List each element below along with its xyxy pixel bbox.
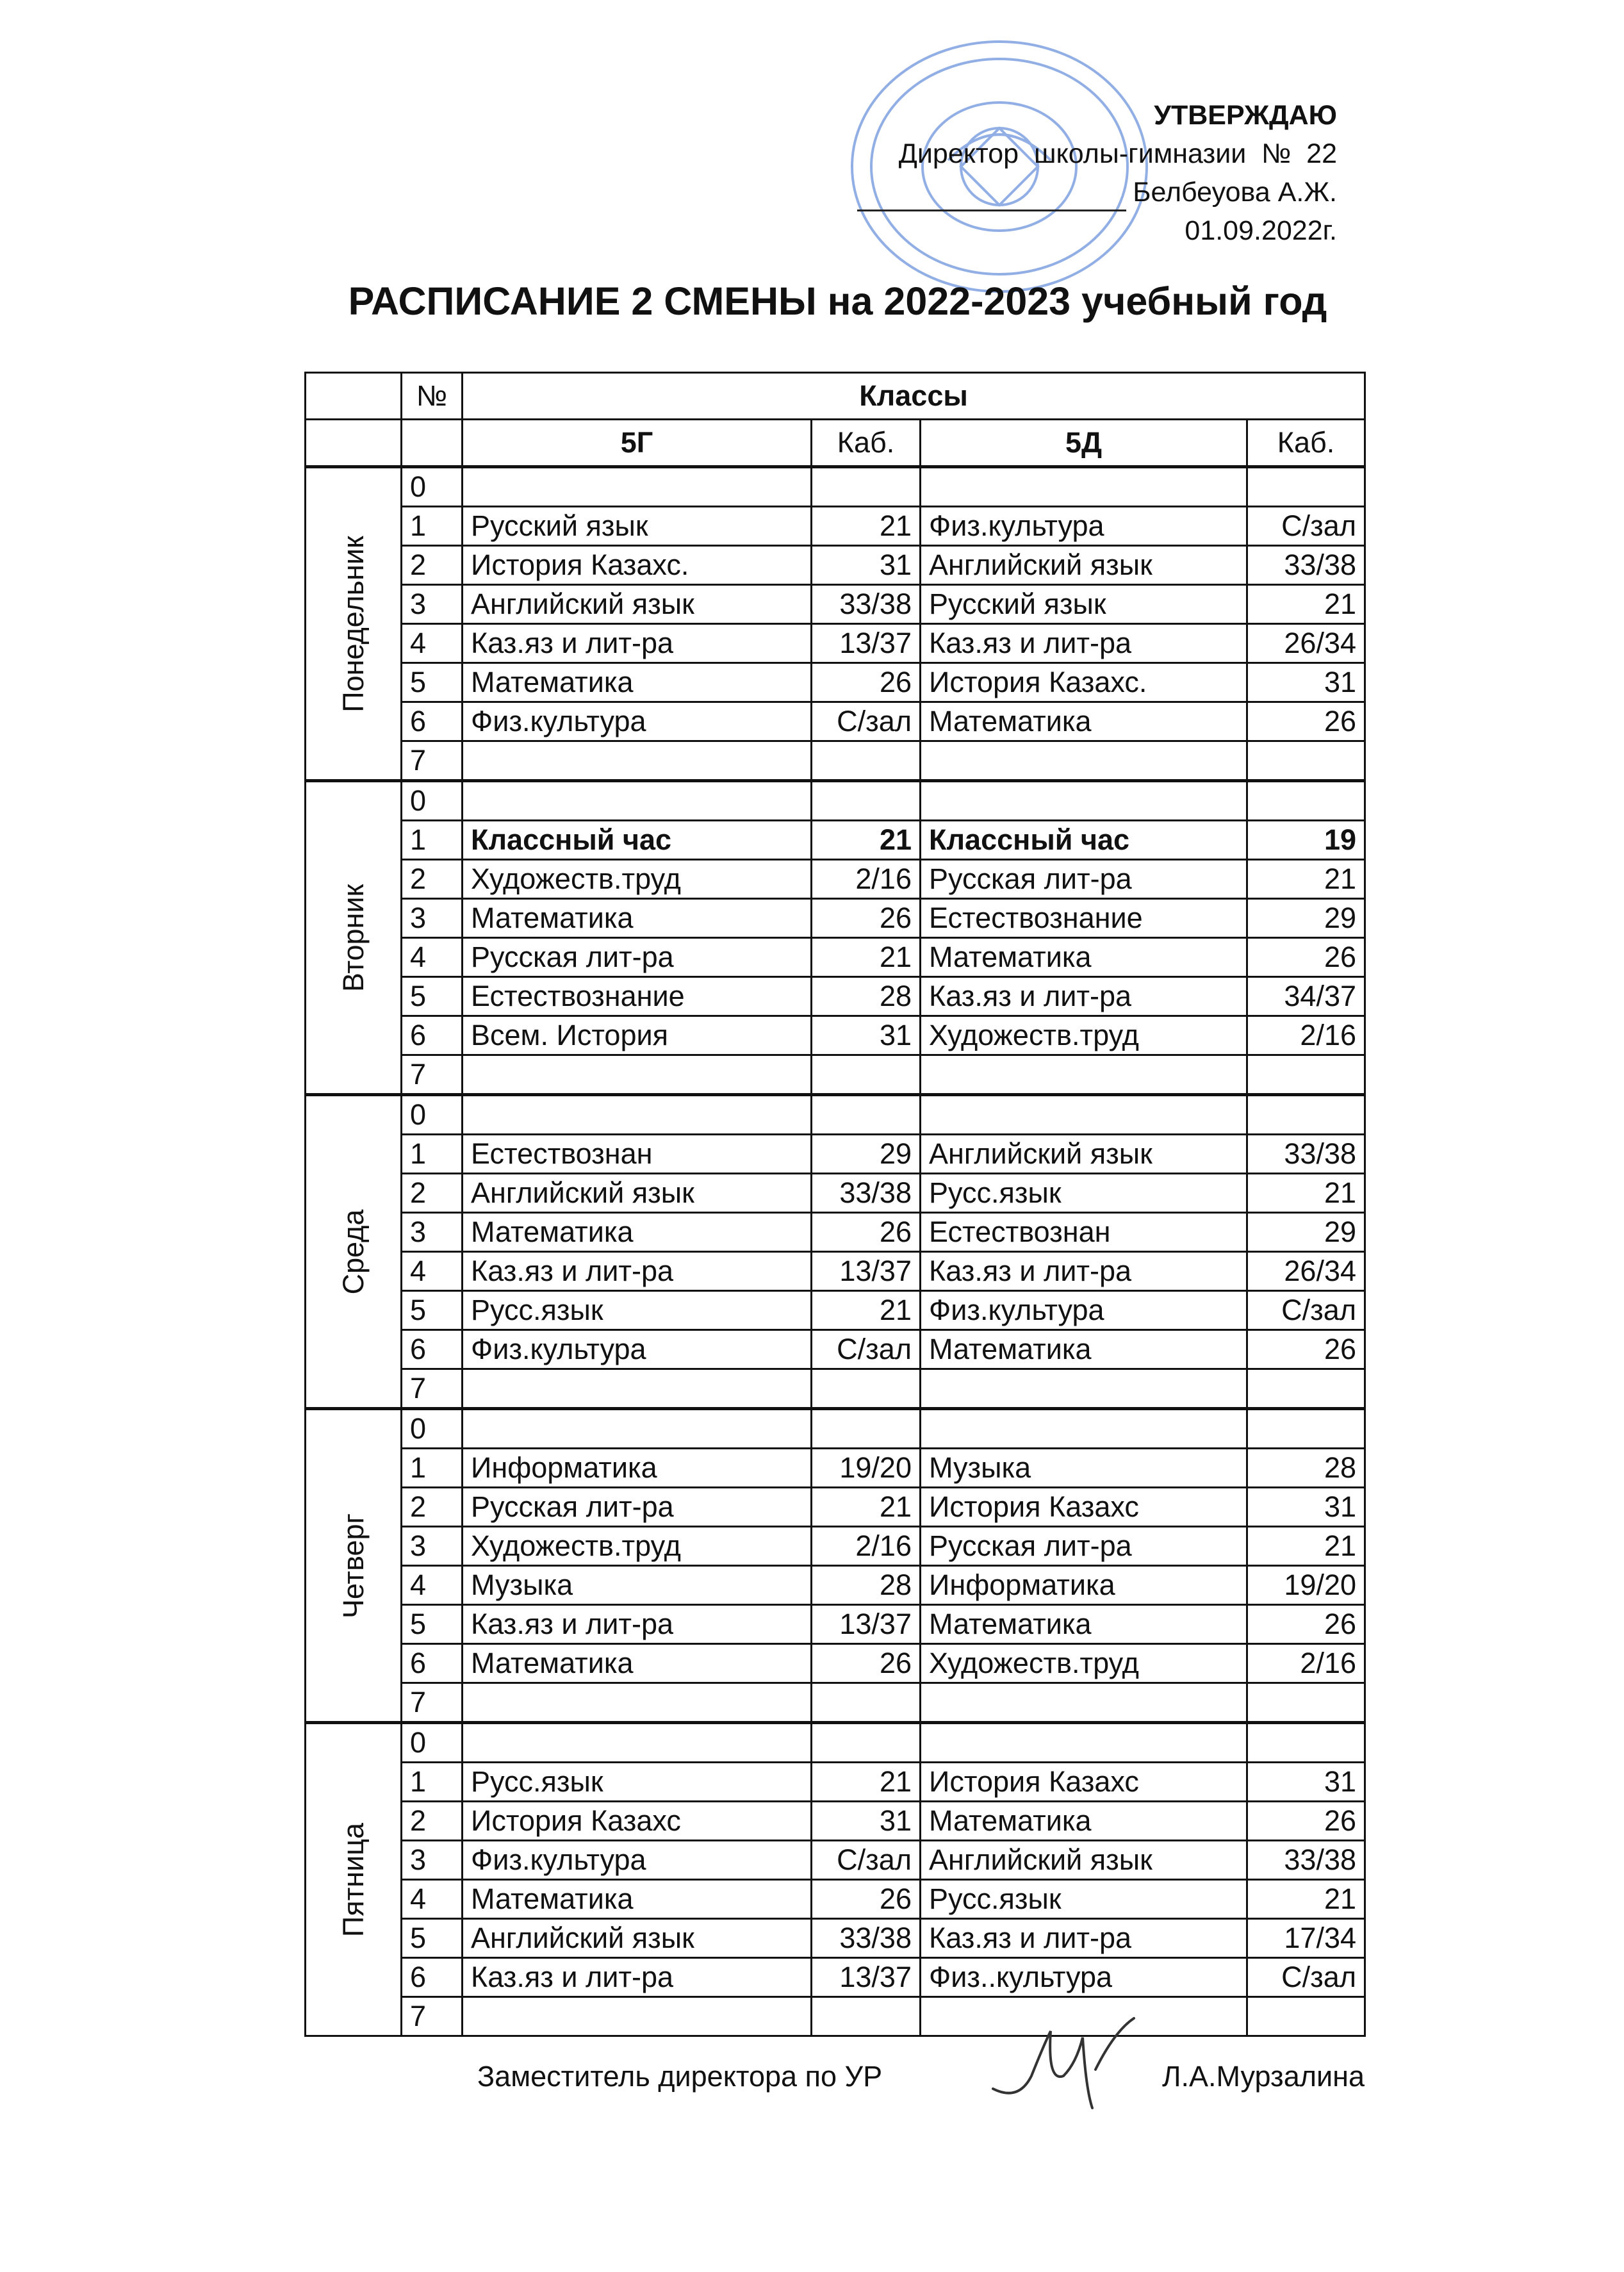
subject-5d: Русс.язык — [921, 1174, 1247, 1213]
room-5d — [1247, 467, 1365, 507]
day-cell — [306, 1723, 402, 2036]
subject-5d: Информатика — [921, 1566, 1247, 1605]
lesson-number: 7 — [402, 1055, 463, 1095]
subject-5d: История Казахс. — [921, 663, 1247, 702]
lesson-number: 0 — [402, 781, 463, 821]
subject-5d: Каз.яз и лит-ра — [921, 1919, 1247, 1958]
room-5d — [1247, 1997, 1365, 2036]
subject-5g: Физ.культура — [463, 1841, 812, 1880]
day-label: Пятница — [336, 1822, 370, 1937]
room-5g — [812, 467, 921, 507]
room-5g: 33/38 — [812, 585, 921, 624]
subject-5d: Каз.яз и лит-ра — [921, 1252, 1247, 1291]
subject-5d: Английский язык — [921, 546, 1247, 585]
room-5d: 2/16 — [1247, 1016, 1365, 1055]
subject-5d: Английский язык — [921, 1841, 1247, 1880]
room-5g: 21 — [812, 1763, 921, 1802]
subject-5d — [921, 1369, 1247, 1409]
day-label: Четверг — [336, 1513, 370, 1618]
subject-5d: Художеств.труд — [921, 1644, 1247, 1683]
subject-5g: Английский язык — [463, 1919, 812, 1958]
lesson-row — [306, 467, 1365, 507]
lesson-row — [306, 585, 1365, 624]
room-5g: 31 — [812, 546, 921, 585]
subject-5g — [463, 741, 812, 781]
approval-name: Белбеуова А.Ж. — [1133, 177, 1337, 208]
lesson-number: 2 — [402, 1488, 463, 1527]
schedule-table — [304, 372, 1366, 2037]
approval-title: УТВЕРЖДАЮ — [1154, 100, 1337, 131]
subject-5g: Физ.культура — [463, 702, 812, 741]
room-5g: 21 — [812, 1488, 921, 1527]
lesson-row — [306, 741, 1365, 781]
lesson-row — [306, 1369, 1365, 1409]
subject-5g — [463, 781, 812, 821]
lesson-row — [306, 1763, 1365, 1802]
room-5d: С/зал — [1247, 1291, 1365, 1330]
room-5g: 28 — [812, 1566, 921, 1605]
subject-5g: Художеств.труд — [463, 1527, 812, 1566]
lesson-row — [306, 1055, 1365, 1095]
subject-5d: История Казахс — [921, 1488, 1247, 1527]
subject-5g: Математика — [463, 1880, 812, 1919]
subject-5d: Естествознан — [921, 1213, 1247, 1252]
lesson-row — [306, 938, 1365, 977]
subject-5d: Каз.яз и лит-ра — [921, 624, 1247, 663]
subject-5d: Математика — [921, 938, 1247, 977]
subject-5d: Физ.культура — [921, 1291, 1247, 1330]
subject-5g — [463, 467, 812, 507]
room-5g: 26 — [812, 1880, 921, 1919]
lesson-row — [306, 860, 1365, 899]
subject-5d — [921, 781, 1247, 821]
lesson-row — [306, 1095, 1365, 1135]
room-5g: 28 — [812, 977, 921, 1016]
lesson-row — [306, 1958, 1365, 1997]
room-5d — [1247, 1095, 1365, 1135]
room-5g — [812, 1095, 921, 1135]
subject-5g: Каз.яз и лит-ра — [463, 624, 812, 663]
lesson-number: 5 — [402, 663, 463, 702]
room-5g: 13/37 — [812, 624, 921, 663]
column-room-5g: Каб. — [812, 420, 921, 467]
lesson-number: 2 — [402, 1174, 463, 1213]
subject-5g: Русс.язык — [463, 1291, 812, 1330]
lesson-row — [306, 624, 1365, 663]
subject-5g — [463, 1095, 812, 1135]
day-cell — [306, 1095, 402, 1409]
lesson-number: 3 — [402, 585, 463, 624]
room-5d: 28 — [1247, 1449, 1365, 1488]
table-subheader-row — [306, 420, 1365, 467]
lesson-number: 2 — [402, 860, 463, 899]
lesson-number: 1 — [402, 1449, 463, 1488]
column-room-5d: Каб. — [1247, 420, 1365, 467]
document-title: РАСПИСАНИЕ 2 СМЕНЫ на 2022-2023 учебный год — [348, 279, 1327, 323]
subject-5g: Каз.яз и лит-ра — [463, 1958, 812, 1997]
subject-5g: Каз.яз и лит-ра — [463, 1252, 812, 1291]
subject-5d — [921, 1055, 1247, 1095]
lesson-number: 6 — [402, 1016, 463, 1055]
subject-5g: Художеств.труд — [463, 860, 812, 899]
room-5d: 31 — [1247, 663, 1365, 702]
room-5d: 19/20 — [1247, 1566, 1365, 1605]
deputy-name: Л.А.Мурзалина — [1162, 2060, 1365, 2093]
lesson-number: 5 — [402, 1291, 463, 1330]
lesson-row — [306, 1605, 1365, 1644]
lesson-number: 0 — [402, 467, 463, 507]
subject-5g: Математика — [463, 899, 812, 938]
lesson-row — [306, 1527, 1365, 1566]
lesson-number: 7 — [402, 1997, 463, 2036]
subject-5g: Информатика — [463, 1449, 812, 1488]
subject-5g: Математика — [463, 663, 812, 702]
room-5g: 31 — [812, 1016, 921, 1055]
subject-5g: Каз.яз и лит-ра — [463, 1605, 812, 1644]
lesson-number: 7 — [402, 1369, 463, 1409]
lesson-row — [306, 546, 1365, 585]
lesson-number: 0 — [402, 1409, 463, 1449]
room-5d: 26 — [1247, 1605, 1365, 1644]
room-5d — [1247, 781, 1365, 821]
room-5d: 31 — [1247, 1763, 1365, 1802]
subject-5g — [463, 1409, 812, 1449]
room-5g — [812, 741, 921, 781]
lesson-number: 0 — [402, 1723, 463, 1763]
room-5g: 21 — [812, 1291, 921, 1330]
column-class-5d: 5Д — [921, 420, 1247, 467]
room-5d: 29 — [1247, 1213, 1365, 1252]
subject-5g: Английский язык — [463, 1174, 812, 1213]
signature-line — [857, 210, 1126, 211]
lesson-number: 7 — [402, 741, 463, 781]
lesson-number: 3 — [402, 1213, 463, 1252]
room-5g: 26 — [812, 899, 921, 938]
lesson-number: 4 — [402, 624, 463, 663]
room-5d: 26 — [1247, 702, 1365, 741]
lesson-row — [306, 1997, 1365, 2036]
subject-5d: Физ..культура — [921, 1958, 1247, 1997]
subject-5d: Математика — [921, 1330, 1247, 1369]
subject-5g: Русская лит-ра — [463, 938, 812, 977]
subject-5g: Естествознание — [463, 977, 812, 1016]
room-5d: 26 — [1247, 938, 1365, 977]
lesson-row — [306, 899, 1365, 938]
lesson-number: 4 — [402, 1252, 463, 1291]
approval-block — [857, 96, 1337, 250]
subject-5d — [921, 1723, 1247, 1763]
room-5d: 21 — [1247, 1174, 1365, 1213]
lesson-row — [306, 781, 1365, 821]
room-5g — [812, 1723, 921, 1763]
room-5g — [812, 1369, 921, 1409]
lesson-row — [306, 1291, 1365, 1330]
room-5d: 26 — [1247, 1330, 1365, 1369]
header-number: № — [402, 373, 463, 420]
lesson-number: 2 — [402, 546, 463, 585]
lesson-row — [306, 1802, 1365, 1841]
day-cell — [306, 1409, 402, 1723]
day-label: Среда — [336, 1209, 370, 1294]
lesson-number: 6 — [402, 1958, 463, 1997]
room-5g: 26 — [812, 1644, 921, 1683]
lesson-number: 5 — [402, 1919, 463, 1958]
lesson-row — [306, 1566, 1365, 1605]
lesson-row — [306, 1841, 1365, 1880]
subject-5g: Математика — [463, 1213, 812, 1252]
room-5g: 33/38 — [812, 1174, 921, 1213]
room-5d: 21 — [1247, 585, 1365, 624]
room-5d — [1247, 1683, 1365, 1723]
subheader-empty-cell — [402, 420, 463, 467]
lesson-number: 6 — [402, 1644, 463, 1683]
room-5d — [1247, 1055, 1365, 1095]
lesson-row — [306, 977, 1365, 1016]
subject-5g: Русская лит-ра — [463, 1488, 812, 1527]
subject-5d — [921, 1683, 1247, 1723]
room-5d — [1247, 741, 1365, 781]
lesson-number: 7 — [402, 1683, 463, 1723]
subject-5d — [921, 1409, 1247, 1449]
day-label: Вторник — [336, 884, 370, 992]
room-5g — [812, 1055, 921, 1095]
room-5g: С/зал — [812, 1330, 921, 1369]
subject-5d: История Казахс — [921, 1763, 1247, 1802]
lesson-number: 1 — [402, 821, 463, 860]
lesson-row — [306, 1252, 1365, 1291]
subject-5d: Русский язык — [921, 585, 1247, 624]
day-cell — [306, 467, 402, 781]
handwritten-signature — [980, 2005, 1140, 2114]
lesson-number: 4 — [402, 1880, 463, 1919]
room-5d: 29 — [1247, 899, 1365, 938]
subject-5d: Русс.язык — [921, 1880, 1247, 1919]
lesson-row — [306, 702, 1365, 741]
room-5g: 2/16 — [812, 860, 921, 899]
room-5d: 21 — [1247, 1880, 1365, 1919]
lesson-number: 1 — [402, 507, 463, 546]
lesson-row — [306, 1723, 1365, 1763]
room-5d: 26/34 — [1247, 624, 1365, 663]
subject-5g: Физ.культура — [463, 1330, 812, 1369]
table-header-row — [306, 373, 1365, 420]
lesson-number: 3 — [402, 1841, 463, 1880]
lesson-row — [306, 1213, 1365, 1252]
subject-5g: Классный час — [463, 821, 812, 860]
subject-5g: История Казахс. — [463, 546, 812, 585]
room-5g: 26 — [812, 663, 921, 702]
subject-5d: Русская лит-ра — [921, 860, 1247, 899]
subject-5d: Художеств.труд — [921, 1016, 1247, 1055]
lesson-row — [306, 1016, 1365, 1055]
subject-5g: Математика — [463, 1644, 812, 1683]
room-5g: 33/38 — [812, 1919, 921, 1958]
lesson-number: 4 — [402, 938, 463, 977]
subject-5d — [921, 1095, 1247, 1135]
lesson-number: 5 — [402, 1605, 463, 1644]
room-5g: 21 — [812, 821, 921, 860]
lesson-row — [306, 507, 1365, 546]
schedule-body — [306, 467, 1365, 2036]
subject-5g: Музыка — [463, 1566, 812, 1605]
room-5d — [1247, 1369, 1365, 1409]
subject-5d — [921, 741, 1247, 781]
subject-5g — [463, 1997, 812, 2036]
subject-5g: Всем. История — [463, 1016, 812, 1055]
room-5d: 21 — [1247, 860, 1365, 899]
lesson-row — [306, 1449, 1365, 1488]
subject-5d: Музыка — [921, 1449, 1247, 1488]
lesson-number: 6 — [402, 702, 463, 741]
room-5d: 31 — [1247, 1488, 1365, 1527]
room-5d: 33/38 — [1247, 1841, 1365, 1880]
room-5d: 34/37 — [1247, 977, 1365, 1016]
room-5g — [812, 781, 921, 821]
room-5d: С/зал — [1247, 1958, 1365, 1997]
subject-5d: Естествознание — [921, 899, 1247, 938]
room-5g: 21 — [812, 507, 921, 546]
subject-5g: Русский язык — [463, 507, 812, 546]
lesson-row — [306, 1488, 1365, 1527]
room-5g: 26 — [812, 1213, 921, 1252]
room-5d — [1247, 1409, 1365, 1449]
lesson-row — [306, 1880, 1365, 1919]
room-5d: 17/34 — [1247, 1919, 1365, 1958]
subject-5d: Математика — [921, 1605, 1247, 1644]
room-5d: 26/34 — [1247, 1252, 1365, 1291]
room-5g: 21 — [812, 938, 921, 977]
room-5d: 19 — [1247, 821, 1365, 860]
subject-5d: Математика — [921, 702, 1247, 741]
subject-5g — [463, 1683, 812, 1723]
deputy-role: Заместитель директора по УР — [477, 2060, 883, 2093]
subject-5g: Английский язык — [463, 585, 812, 624]
lesson-row — [306, 1683, 1365, 1723]
approval-position: Директор школы-гимназии № 22 — [898, 138, 1337, 169]
room-5d: 33/38 — [1247, 546, 1365, 585]
subject-5g — [463, 1369, 812, 1409]
room-5g: С/зал — [812, 1841, 921, 1880]
lesson-number: 1 — [402, 1135, 463, 1174]
subject-5d: Физ.культура — [921, 507, 1247, 546]
lesson-number: 1 — [402, 1763, 463, 1802]
header-classes: Классы — [463, 373, 1365, 420]
lesson-row — [306, 821, 1365, 860]
room-5g: 13/37 — [812, 1252, 921, 1291]
lesson-row — [306, 1409, 1365, 1449]
lesson-number: 3 — [402, 899, 463, 938]
room-5g: 13/37 — [812, 1605, 921, 1644]
subheader-empty-cell — [306, 420, 402, 467]
subject-5d: Каз.яз и лит-ра — [921, 977, 1247, 1016]
subject-5g — [463, 1055, 812, 1095]
lesson-row — [306, 663, 1365, 702]
approval-date: 01.09.2022г. — [1185, 215, 1337, 246]
lesson-number: 2 — [402, 1802, 463, 1841]
room-5g — [812, 1683, 921, 1723]
lesson-number: 5 — [402, 977, 463, 1016]
subject-5d: Классный час — [921, 821, 1247, 860]
room-5d: 33/38 — [1247, 1135, 1365, 1174]
room-5d: 26 — [1247, 1802, 1365, 1841]
room-5g: 13/37 — [812, 1958, 921, 1997]
subject-5g: История Казахс — [463, 1802, 812, 1841]
subject-5d: Русская лит-ра — [921, 1527, 1247, 1566]
lesson-row — [306, 1174, 1365, 1213]
subject-5g: Русс.язык — [463, 1763, 812, 1802]
day-cell — [306, 781, 402, 1095]
lesson-row — [306, 1644, 1365, 1683]
subject-5d: Математика — [921, 1802, 1247, 1841]
room-5g: 29 — [812, 1135, 921, 1174]
subject-5d: Английский язык — [921, 1135, 1247, 1174]
room-5d — [1247, 1723, 1365, 1763]
lesson-row — [306, 1919, 1365, 1958]
room-5g: 19/20 — [812, 1449, 921, 1488]
room-5d: 2/16 — [1247, 1644, 1365, 1683]
lesson-number: 0 — [402, 1095, 463, 1135]
header-empty-cell — [306, 373, 402, 420]
subject-5g — [463, 1723, 812, 1763]
room-5d: 21 — [1247, 1527, 1365, 1566]
subject-5d — [921, 467, 1247, 507]
day-label: Понедельник — [336, 535, 370, 712]
subject-5g: Естествознан — [463, 1135, 812, 1174]
lesson-row — [306, 1330, 1365, 1369]
lesson-number: 3 — [402, 1527, 463, 1566]
column-class-5g: 5Г — [463, 420, 812, 467]
lesson-number: 4 — [402, 1566, 463, 1605]
room-5g — [812, 1409, 921, 1449]
lesson-row — [306, 1135, 1365, 1174]
room-5d: С/зал — [1247, 507, 1365, 546]
room-5g: 31 — [812, 1802, 921, 1841]
approval-signature-row — [857, 173, 1337, 211]
room-5g: С/зал — [812, 702, 921, 741]
lesson-number: 6 — [402, 1330, 463, 1369]
room-5g: 2/16 — [812, 1527, 921, 1566]
room-5g — [812, 1997, 921, 2036]
